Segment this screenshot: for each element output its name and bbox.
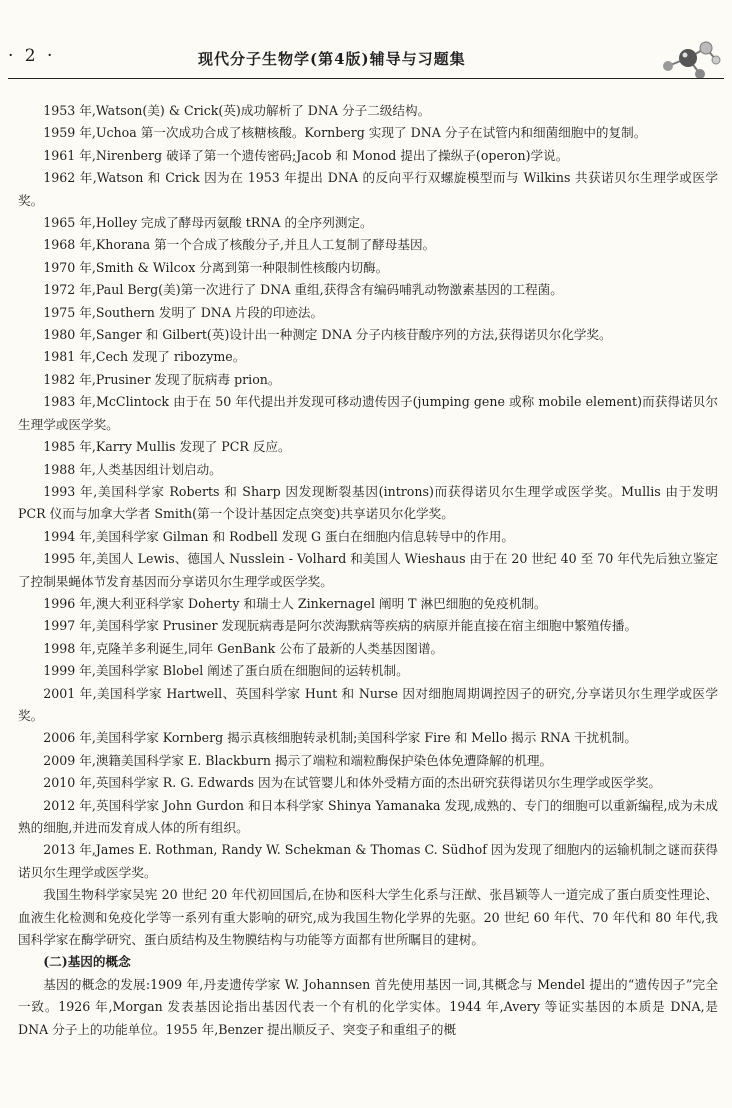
paragraph: 我国生物科学家吴宪 20 世纪 20 年代初回国后,在协和医科大学生化系与汪猷、张昌颖等人一道完成了蛋白质变性理论、血液生化检测和免疫化学等一系列有重大影响的研究,成为我国生物化学界的先驱。20 世纪 60 年代、70 年代和 80 年代,我国科学家在酶学研究、蛋白质结构及生物膜结构与功能等方面都有世所瞩目的建树。 <box>18 887 718 948</box>
paragraph: 1996 年,澳大利亚科学家 Doherty 和瑞士人 Zinkernagel 阐明 T 淋巴细胞的免疫机制。 <box>43 595 547 611</box>
paragraph: 1983 年,McClintock 由于在 50 年代提出并发现可移动遗传因子(jumping gene 或称 mobile element)而获得诺贝尔生理学或医学奖。 <box>18 394 718 432</box>
paragraph: 1981 年,Cech 发现了 ribozyme。 <box>43 349 246 365</box>
page-header <box>8 40 724 80</box>
paragraph: 2012 年,英国科学家 John Gurdon 和日本科学家 Shinya Yamanaka 发现,成熟的、专门的细胞可以重新编程,成为未成熟的细胞,并进而发育成人体的所有组织。 <box>18 797 718 835</box>
paragraph: 1965 年,Holley 完成了酵母丙氨酸 tRNA 的全序列测定。 <box>43 215 373 231</box>
paragraph: 1988 年,人类基因组计划启动。 <box>43 461 222 477</box>
paragraph: 2010 年,英国科学家 R. G. Edwards 因为在试管婴儿和体外受精方面的杰出研究获得诺贝尔生理学或医学奖。 <box>43 775 662 791</box>
paragraph: 1995 年,美国人 Lewis、德国人 Nusslein - Volhard 和美国人 Wieshaus 由于在 20 世纪 40 至 70 年代先后独立鉴定了控制果蝇体节发育基因而分享诺贝尔生理学或医学奖。 <box>18 551 718 589</box>
body-text <box>18 100 718 1041</box>
paragraph: 1962 年,Watson 和 Crick 因为在 1953 年提出 DNA 的反向平行双螺旋模型而与 Wilkins 共获诺贝尔生理学或医学奖。 <box>18 170 718 208</box>
header-rule <box>8 78 724 79</box>
paragraph: 2001 年,美国科学家 Hartwell、英国科学家 Hunt 和 Nurse 因对细胞周期调控因子的研究,分享诺贝尔生理学或医学奖。 <box>18 685 718 723</box>
molecule-icon <box>654 36 724 88</box>
paragraph: 1975 年,Southern 发明了 DNA 片段的印迹法。 <box>43 304 324 320</box>
paragraph: 1970 年,Smith & Wilcox 分离到第一种限制性核酸内切酶。 <box>43 259 389 275</box>
paragraph: 1972 年,Paul Berg(美)第一次进行了 DNA 重组,获得含有编码哺乳动物激素基因的工程菌。 <box>43 282 563 298</box>
running-title: 现代分子生物学(第4版)辅导与习题集 <box>198 50 466 68</box>
paragraph: 1961 年,Nirenberg 破译了第一个遗传密码;Jacob 和 Monod 提出了操纵子(operon)学说。 <box>43 147 569 163</box>
paragraph: 1994 年,美国科学家 Gilman 和 Rodbell 发现 G 蛋白在细胞内信息转导中的作用。 <box>43 528 514 544</box>
paragraph: 1997 年,美国科学家 Prusiner 发现朊病毒是阿尔茨海默病等疾病的病原并能直接在宿主细胞中繁殖传播。 <box>43 618 638 634</box>
paragraph: 2013 年,James E. Rothman, Randy W. Schekman & Thomas C. Südhof 因为发现了细胞内的运输机制之谜而获得诺贝尔生理学或医学奖。 <box>18 842 718 880</box>
paragraph: 1985 年,Karry Mullis 发现了 PCR 反应。 <box>43 439 291 455</box>
paragraph: 1993 年,美国科学家 Roberts 和 Sharp 因发现断裂基因(introns)而获得诺贝尔生理学或医学奖。Mullis 由于发明 PCR 仪而与加拿大学者 Smith(第一个设计基因定点突变)共享诺贝尔化学奖。 <box>18 483 718 522</box>
paragraph: 1980 年,Sanger 和 Gilbert(英)设计出一种测定 DNA 分子内核苷酸序列的方法,获得诺贝尔化学奖。 <box>43 327 612 343</box>
paragraph: 1959 年,Uchoa 第一次成功合成了核糖核酸。Kornberg 实现了 DNA 分子在试管内和细菌细胞中的复制。 <box>43 125 647 141</box>
section-heading: (二)基因的概念 <box>43 954 131 970</box>
paragraph: 2009 年,澳籍美国科学家 E. Blackburn 揭示了端粒和端粒酶保护染色体免遭降解的机理。 <box>43 752 553 768</box>
paragraph: 1998 年,克隆羊多利诞生,同年 GenBank 公布了最新的人类基因图谱。 <box>43 640 444 656</box>
paragraph: 1968 年,Khorana 第一个合成了核酸分子,并且人工复制了酵母基因。 <box>43 237 436 253</box>
paragraph: 2006 年,美国科学家 Kornberg 揭示真核细胞转录机制;美国科学家 Fire 和 Mello 揭示 RNA 干扰机制。 <box>43 730 637 746</box>
paragraph: 1999 年,美国科学家 Blobel 阐述了蛋白质在细胞间的运转机制。 <box>43 663 409 679</box>
paragraph: 1953 年,Watson(美) & Crick(英)成功解析了 DNA 分子二级结构。 <box>43 103 431 118</box>
paragraph: 1982 年,Prusiner 发现了朊病毒 prion。 <box>43 371 281 387</box>
paragraph: 基因的概念的发展:1909 年,丹麦遗传学家 W. Johannsen 首先使用基因一词,其概念与 Mendel 提出的“遗传因子”完全一致。1926 年,Morgan 发表基因论指出基因代表一个有机的化学实体。1944 年,Avery 等证实基因的本质是 DNA,是 DNA 分子上的功能单位。1955 年,Benzer 提出顺反子、突变子和重组子的概 <box>18 976 718 1037</box>
page-number: · 2 · <box>8 46 56 66</box>
